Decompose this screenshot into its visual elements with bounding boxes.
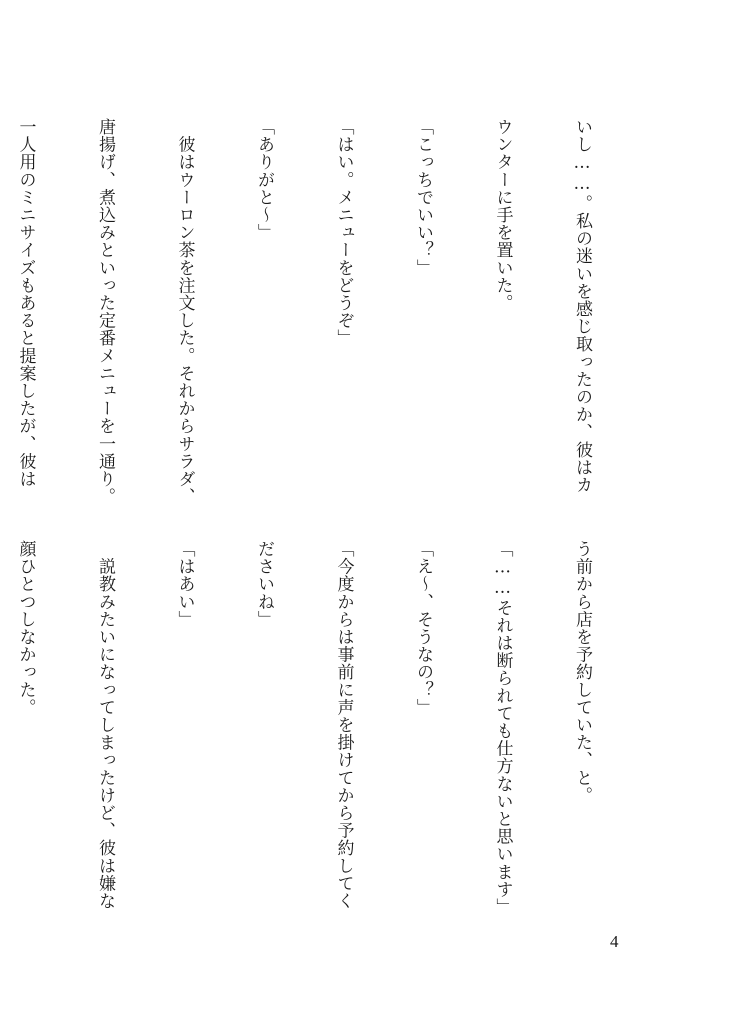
text-line: 「今度からは事前に声を掛けてから予約してく	[333, 540, 354, 910]
text-line: ウンターに手を置いた。	[492, 118, 513, 312]
text-line: ださいね」	[254, 540, 274, 628]
page-number: 4	[610, 932, 619, 951]
lower-text-column	[15, 540, 648, 940]
text-line: 彼はウーロン茶を注文した。それからサラダ、	[174, 118, 195, 506]
text-line: 唐揚げ、煮込みといった定番メニューを一通り。	[95, 118, 115, 506]
text-line: う前から店を予約していた、と。	[572, 540, 592, 804]
text-line: 「ありがと～」	[254, 118, 274, 242]
text-line: 「はい。メニューをどうぞ」	[333, 118, 354, 347]
text-line: 「こっちでいい？」	[413, 118, 433, 277]
text-line: 「え～、そうなの？」	[413, 540, 433, 716]
text-line: 「……それは断られても仕方ないと思います」	[492, 540, 513, 916]
text-line: 顔ひとつしなかった。	[15, 540, 36, 716]
text-line: 説教みたいになってしまったけど、彼は嫌な	[95, 540, 115, 910]
text-line: 一人用のミニサイズもあると提案したが、彼は	[15, 118, 36, 488]
text-line: いし……。私の迷いを感じ取ったのか、彼はカ	[572, 118, 592, 494]
text-line: 「はあい」	[174, 540, 195, 628]
upper-text-column	[15, 118, 648, 508]
